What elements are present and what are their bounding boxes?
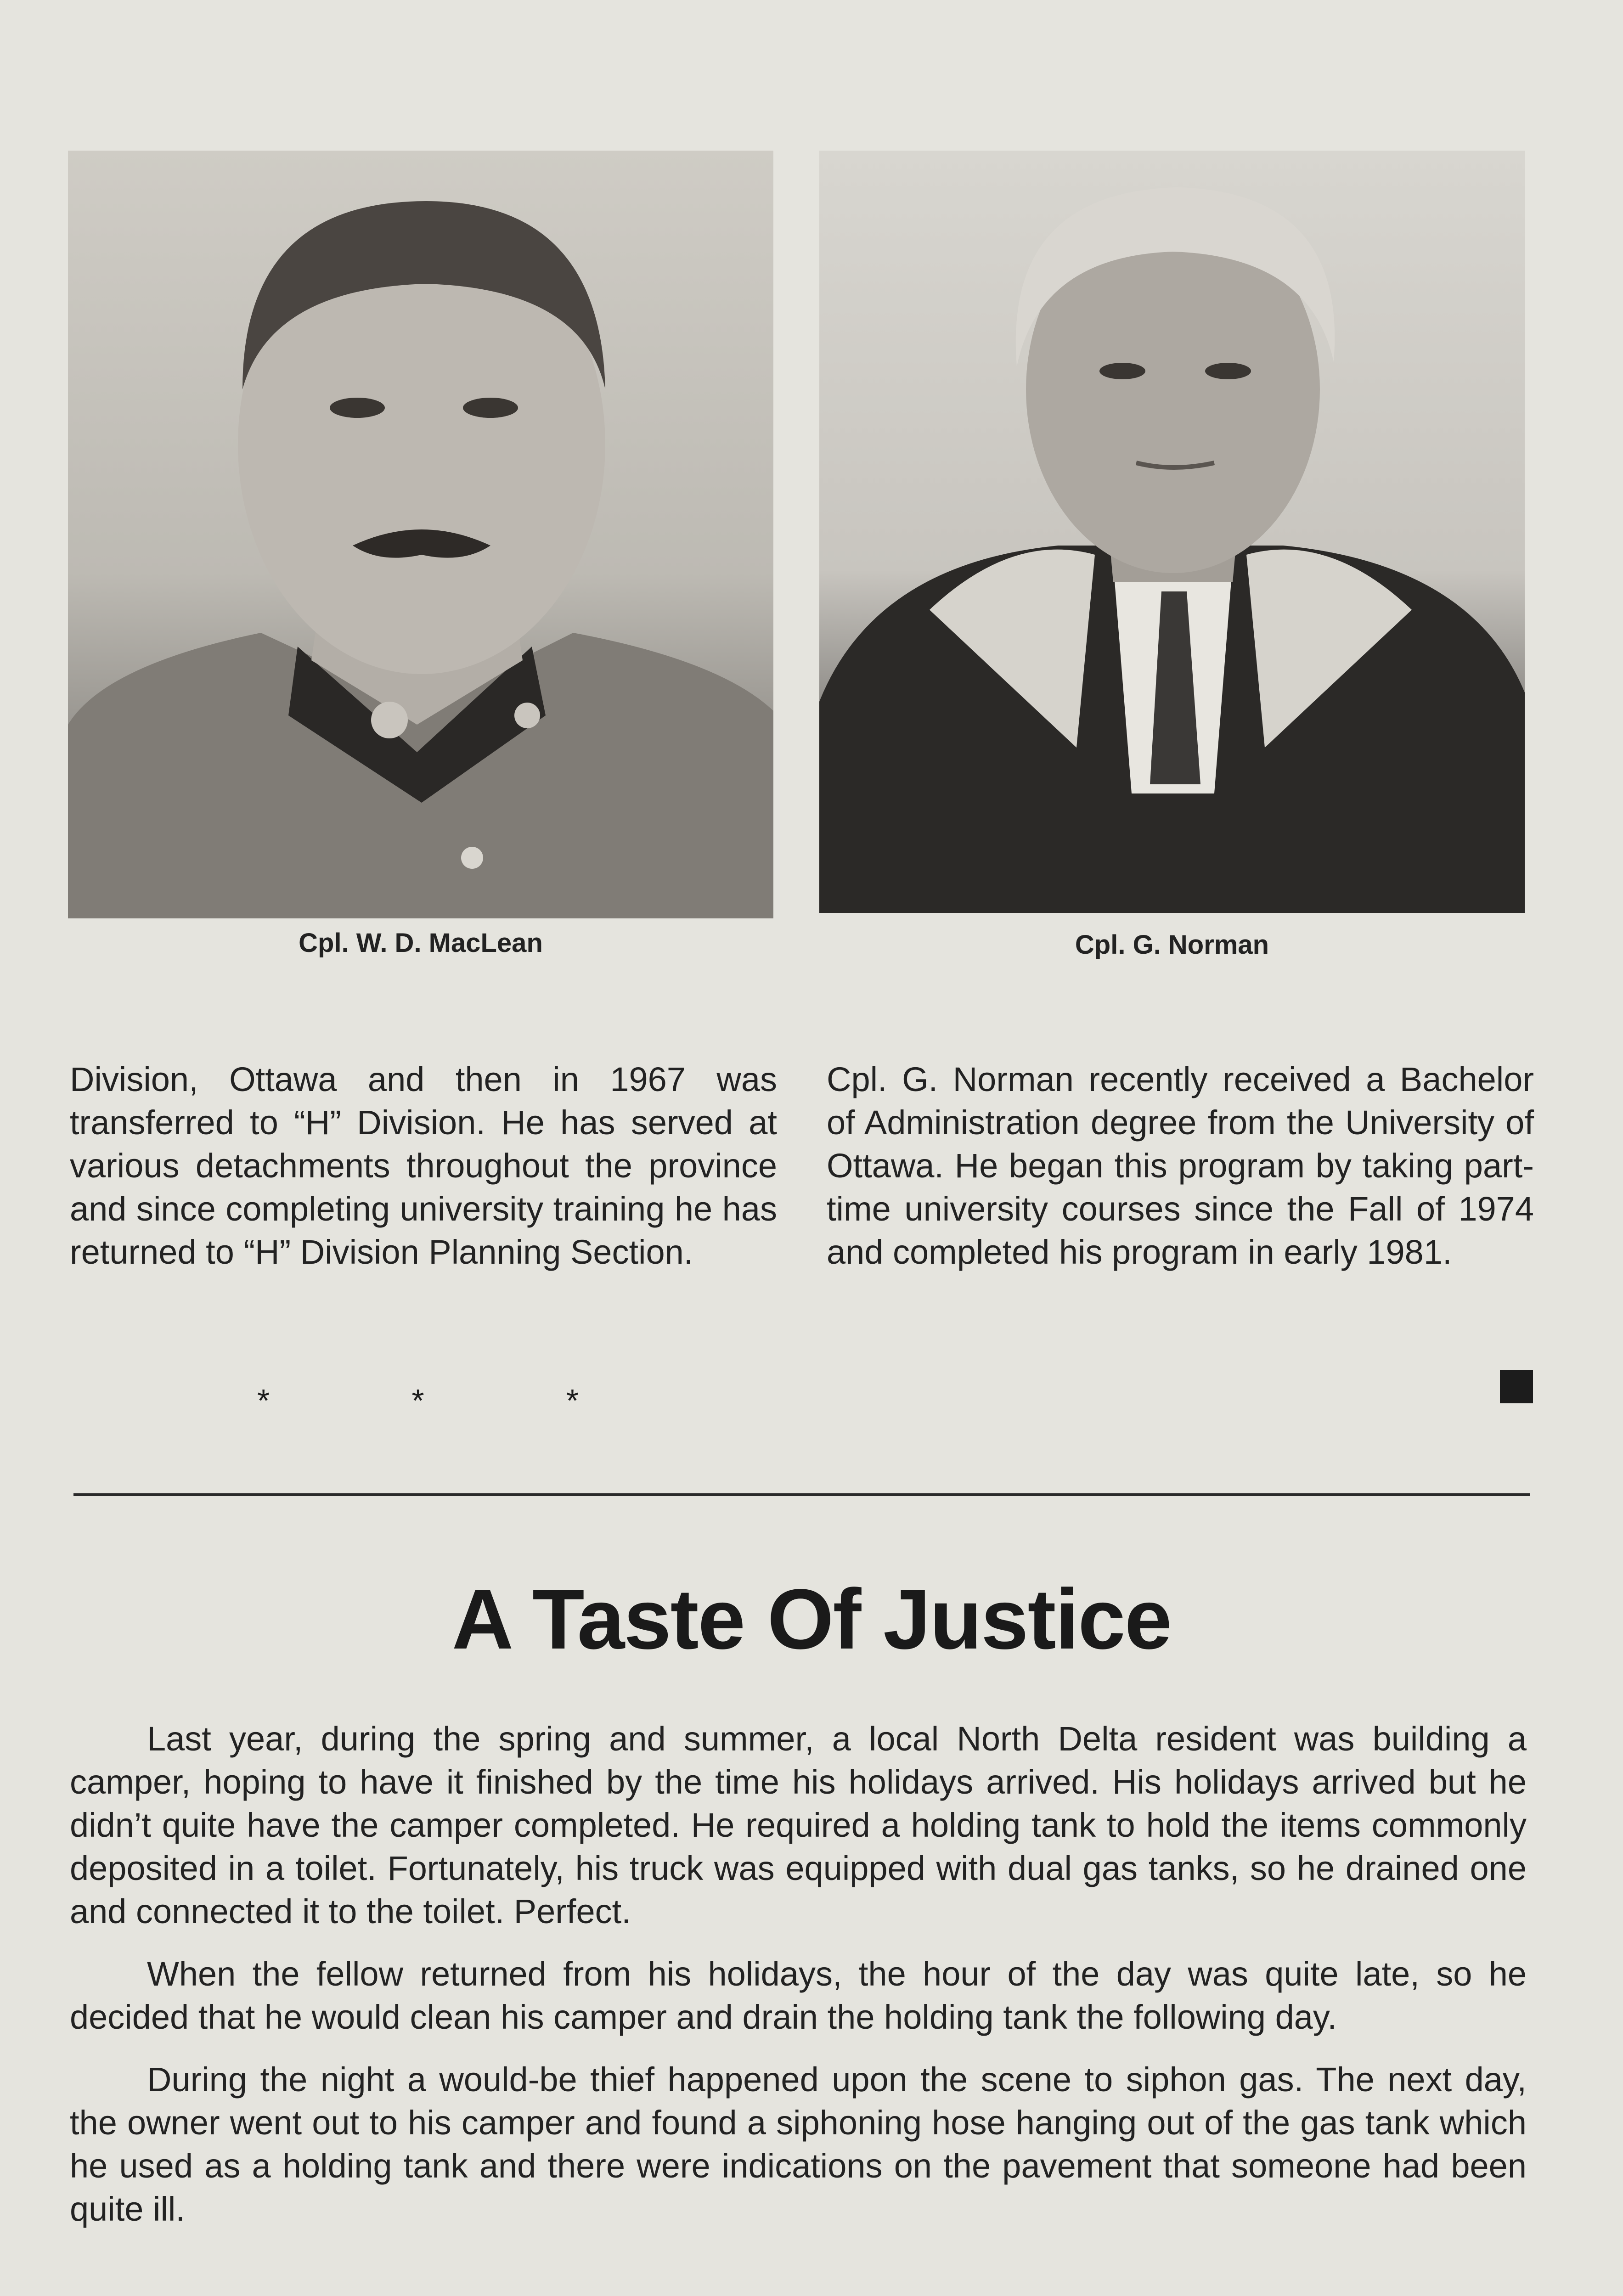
photo-maclean xyxy=(68,151,773,918)
separator-asterisk: * xyxy=(257,1383,270,1418)
portrait-norman-image xyxy=(819,151,1525,913)
photo-caption-maclean: Cpl. W. D. MacLean xyxy=(299,928,543,958)
end-mark-square xyxy=(1500,1370,1533,1403)
article-paragraph: Last year, during the spring and summer, a local North Delta resident was building a camper, hoping to have it finished by the time his holidays arrived. His holidays arrived but he didn’t quite have the camper completed. He required a holding tank to hold the items commonly deposited in a toilet. Fortunately, his truck was equipped with dual gas tanks, so he drained one and connected it to the toilet. Perfect. xyxy=(70,1720,1527,1930)
separator-asterisk: * xyxy=(566,1383,579,1418)
horizontal-divider xyxy=(73,1493,1530,1496)
article-headline: A Taste Of Justice xyxy=(451,1572,1172,1667)
photo-norman xyxy=(819,151,1525,913)
maclean-bio-text: Division, Ottawa and then in 1967 was transferred to “H” Division. He has served at various detachments throughout the province and since completing university training he has returned to “H” Division Planning Section. xyxy=(70,1060,777,1271)
norman-bio-text: Cpl. G. Norman recently received a Bachelor of Administration degree from the University of Ottawa. He began this program by taking part-time university courses since the Fall of 1974 and completed his program in early 1981. xyxy=(827,1060,1534,1271)
article-body xyxy=(70,1717,1527,2250)
section-separator xyxy=(257,1382,579,1419)
separator-asterisk: * xyxy=(411,1383,424,1418)
portrait-maclean-image xyxy=(68,151,773,918)
photo-caption-norman: Cpl. G. Norman xyxy=(1075,930,1269,960)
article-paragraph: During the night a would-be thief happened upon the scene to siphon gas. The next day, the owner went out to his camper and found a siphoning hose hanging out of the gas tank which he used as a holding tank and there were indications on the pavement that someone had been quite ill. xyxy=(70,2060,1527,2228)
article-paragraph: When the fellow returned from his holidays, the hour of the day was quite late, so he decided that he would clean his camper and drain the holding tank the following day. xyxy=(70,1955,1527,2036)
